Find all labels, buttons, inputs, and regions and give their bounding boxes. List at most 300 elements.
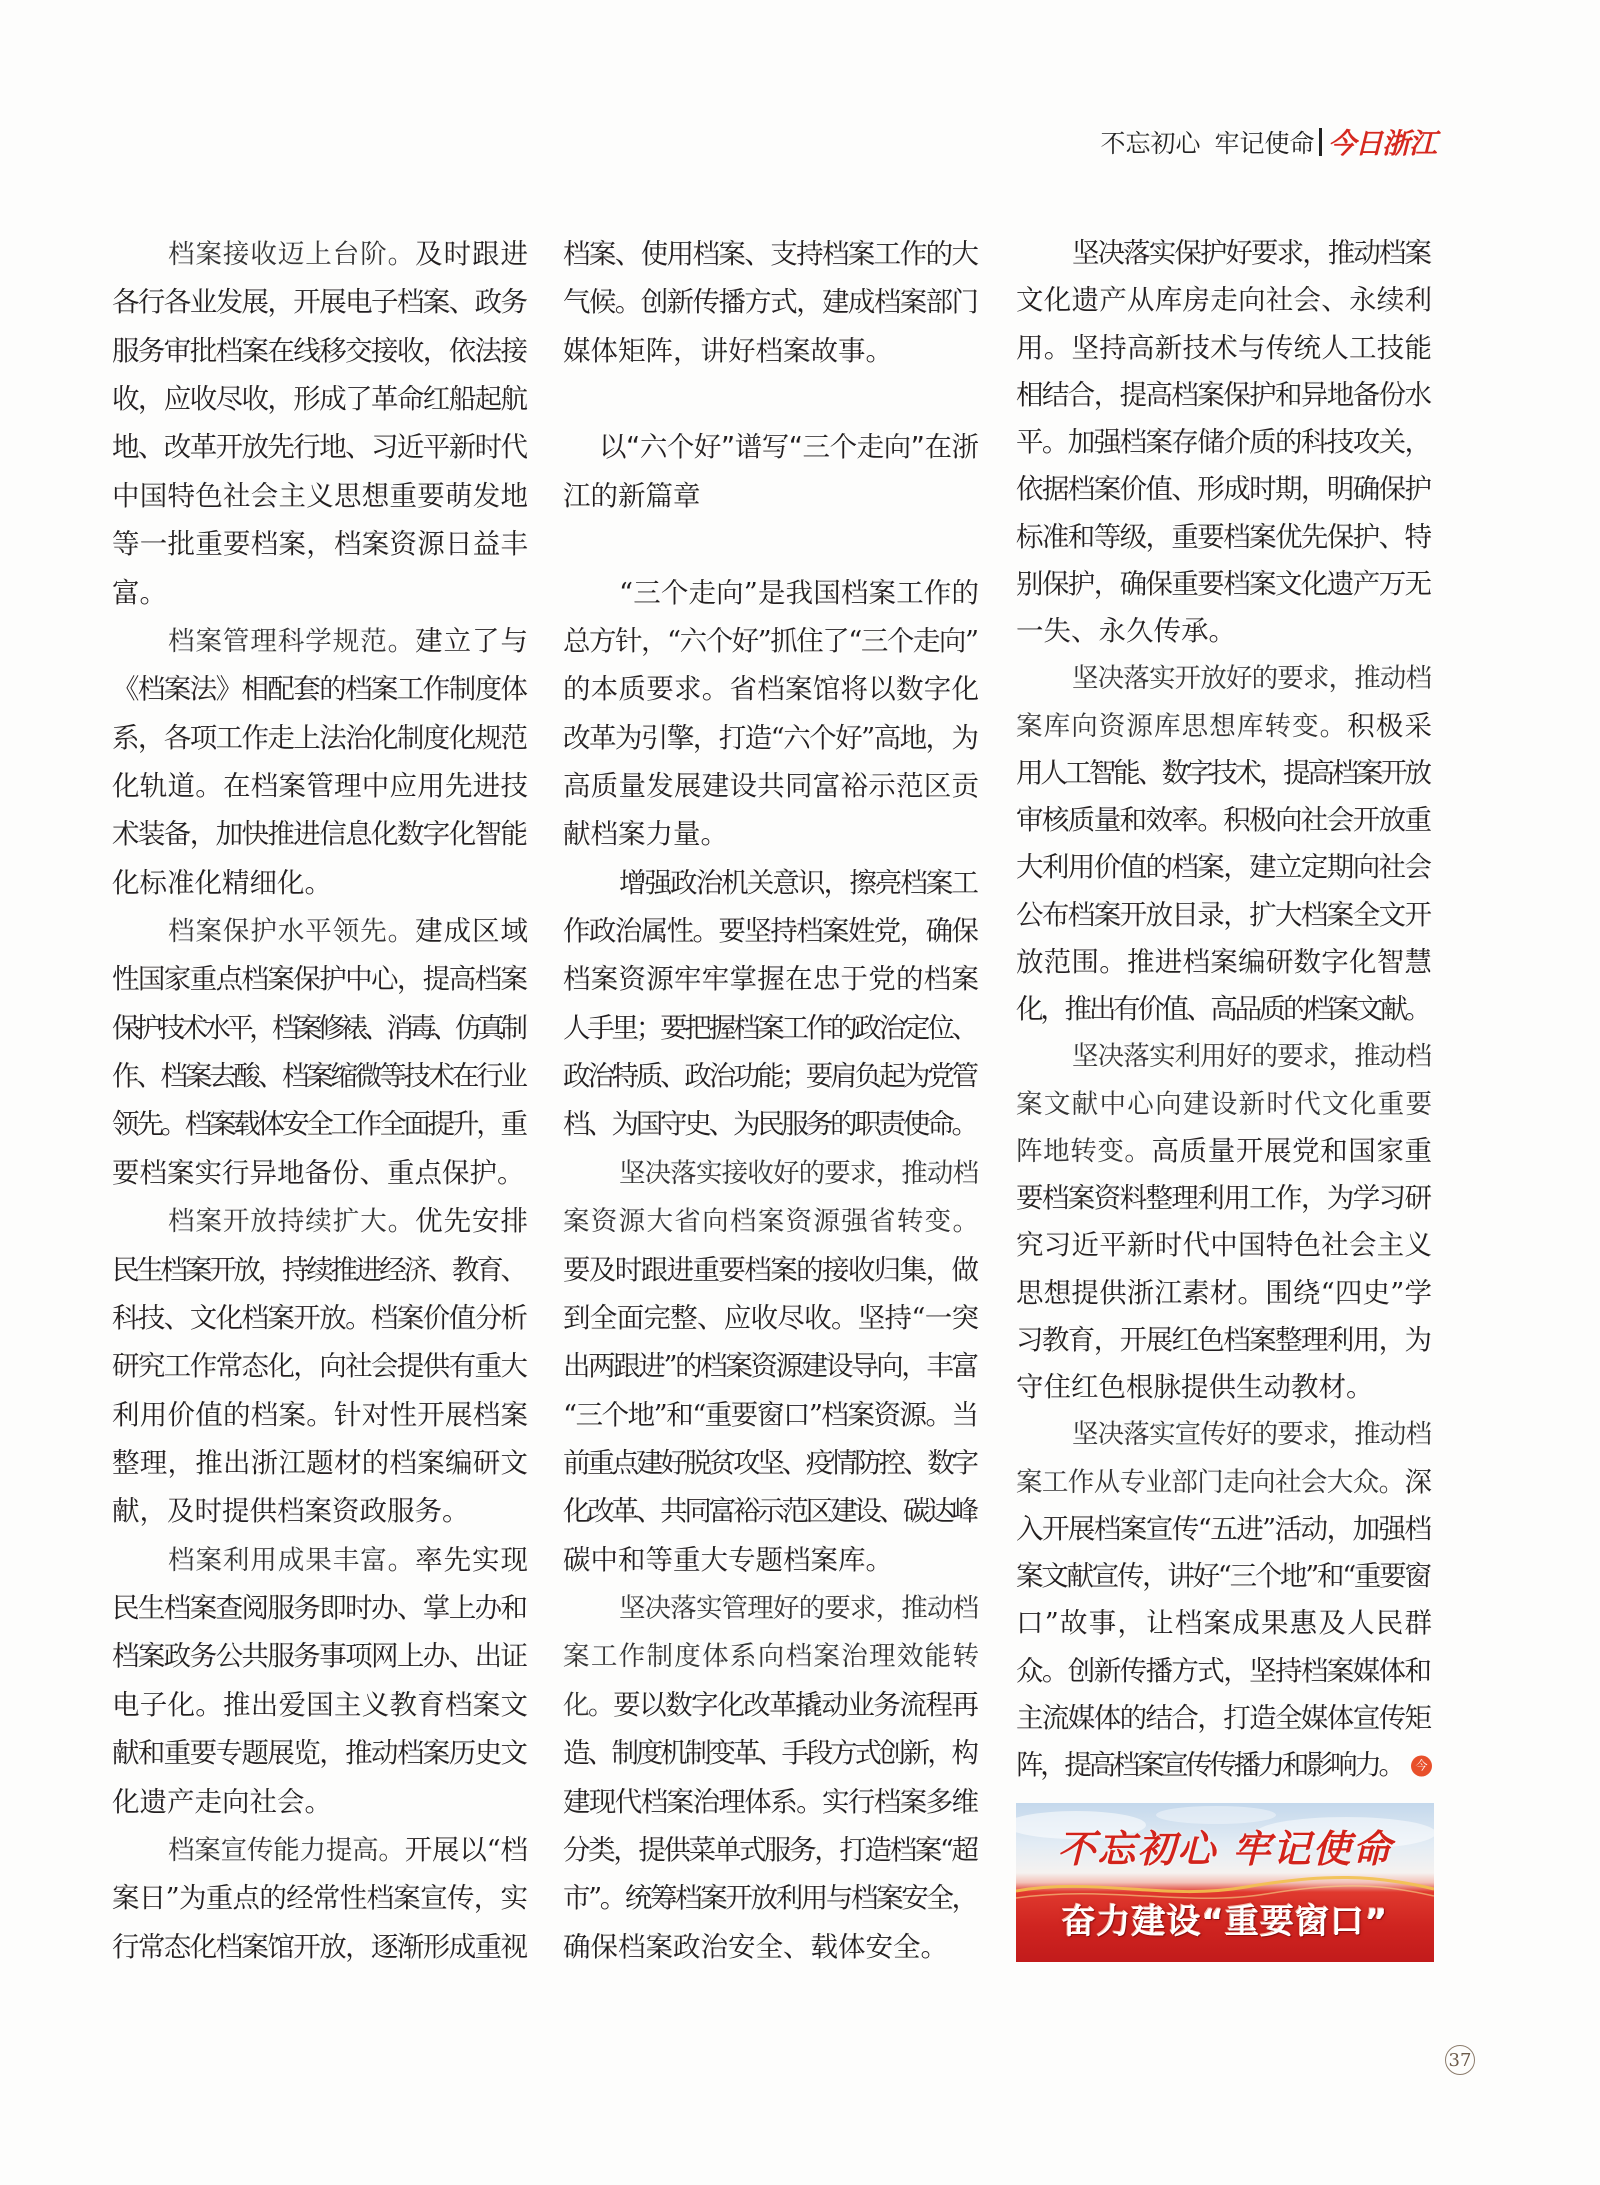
lead-phrase: 阵地转变。 [1016,1135,1152,1167]
text-line [1016,1459,1432,1506]
line-text [563,1246,977,1294]
line-text [1016,1175,1430,1222]
line-text [563,1923,948,1971]
body-text: 建成区域 [415,915,529,948]
body-text: 档案资源牢牢掌握在忠于党的档案 [563,963,980,996]
line-text [112,1632,526,1680]
line-text [112,1439,528,1487]
line-text [1016,1553,1430,1600]
line-text [168,1536,529,1585]
body-text: “三个地”和“重要窗口”档案资源。当 [563,1398,978,1431]
body-text: 民生档案开放，持续推进经济、教育、 [112,1253,525,1286]
line-text [112,569,167,617]
line-text [1016,750,1429,797]
body-text: 积极采 [1347,709,1434,742]
body-text: 化改革、共同富裕示范区建设、碳达峰 [563,1495,976,1528]
body-text: 放范围。推进档案编研数字化智慧 [1016,945,1433,978]
paragraph [563,230,979,375]
lead-phrase: 档案保护水平领先。 [168,916,416,948]
text-line [563,1729,979,1777]
body-text: 化标准化精细化。 [112,866,332,899]
text-line [1016,419,1432,466]
text-line [1016,277,1432,324]
text-line [1016,939,1432,986]
paragraph [112,617,528,907]
line-text [112,1391,528,1439]
text-line [1016,1175,1432,1222]
text-line [1016,1600,1432,1647]
line-text [112,472,528,520]
text-line [563,955,979,1003]
text-line [112,762,528,810]
body-text: 政治特质、政治功能；要肩负起为党管 [563,1060,976,1093]
text-line [1016,372,1432,419]
line-text [112,327,526,375]
paragraph [112,1197,528,1536]
text-line [112,1681,528,1729]
lead-phrase: 案工作从专业部门走向社会大众。 [1016,1466,1405,1498]
body-text: 造、制度机制变革、手段方式创新，构 [563,1737,976,1770]
line-text [112,1874,527,1922]
body-text: 中国特色社会主义思想重要萌发地 [112,479,529,512]
body-text: 要档案资料整理利用工作，为学习研 [1016,1182,1431,1214]
body-text: 作政治属性。要坚持档案姓党，确保 [563,915,978,948]
body-text: 增强政治机关意识，擦亮档案工 [619,866,978,899]
body-text: 以“六个好”谱写“三个走向”在浙 [599,431,979,464]
lead-phrase: 坚决落实利用好的要求，推动档 [1072,1041,1432,1073]
text-line [112,520,528,568]
text-line [1016,750,1432,797]
text-line [563,1681,979,1729]
line-text [619,859,977,907]
line-text [112,714,526,762]
line-text [112,762,528,810]
body-text: 案文献宣传，讲好“三个地”和“重要窗 [1016,1560,1430,1592]
paragraph [563,569,979,859]
body-text: 整理，推出浙江题材的档案编研文 [112,1446,529,1479]
line-text [112,1149,525,1197]
banner-campaign-title: 奋力建设“重要窗口” [1061,1902,1389,1942]
lead-phrase: 化。 [563,1689,614,1721]
line-text [112,1246,525,1294]
line-text [563,1004,976,1052]
text-line [1016,561,1432,608]
line-text [563,1632,980,1681]
text-column-middle [563,230,979,1971]
paragraph [563,859,979,1149]
line-text [619,1584,978,1633]
body-text: 市”。统筹档案开放利用与档案安全， [563,1882,977,1915]
text-line [1016,1742,1432,1789]
paragraph [112,1536,528,1826]
line-text [1016,703,1433,750]
text-line [112,1874,528,1922]
body-text: 审核质量和效率。积极向社会开放重 [1016,804,1431,836]
line-text [1016,844,1430,891]
text-line [563,762,979,810]
text-line [1016,1128,1432,1175]
body-text: 研究工作常态化，向社会提供有重大 [112,1350,527,1383]
page-number-text: 37 [1448,2049,1472,2071]
lead-phrase: 档案接收迈上台阶。 [168,239,416,270]
line-text [563,1294,978,1342]
body-text: 习教育，开展红色档案整理利用，为 [1016,1323,1431,1356]
text-column-right [1016,230,1432,1789]
line-text [168,1197,529,1246]
body-text: 要以数字化改革撬动业务流程再 [613,1688,978,1721]
text-line [1016,230,1432,277]
campaign-banner-image [1016,1803,1434,1962]
text-line [563,1487,979,1535]
text-line [563,1826,979,1874]
line-text [563,1729,976,1777]
lead-phrase: 档案宣传能力提高。 [168,1834,405,1866]
line-text [168,1826,528,1875]
body-text: 民生档案查阅服务即时办、掌上办和 [112,1592,527,1625]
text-line [563,1584,979,1632]
body-text: 化轨道。在档案管理中应用先进技 [112,769,529,802]
text-line [112,375,528,423]
lead-phrase: 档案管理科学规范。 [168,625,416,657]
text-line [112,1923,528,1971]
line-text [563,762,979,810]
line-text [112,1294,526,1342]
page-number [1445,2045,1475,2075]
paragraph [112,1826,528,1971]
line-text [1016,277,1432,324]
text-line [112,1052,528,1100]
text-line [563,1342,979,1390]
line-text [563,1342,977,1390]
text-line [112,955,528,1003]
line-text [1016,1128,1433,1175]
text-line [112,714,528,762]
text-line [112,569,528,617]
magazine-logo: 今日浙江 [1327,127,1436,160]
text-line [563,569,979,617]
body-text: 气候。创新传播方式，建成档案部门 [563,286,978,319]
body-text: 守住红色根脉提供生动教材。 [1016,1371,1374,1403]
text-line [112,1536,528,1584]
body-text: 术装备，加快推进信息化数字化智能 [112,818,527,851]
paragraph [563,1584,979,1971]
body-text: 确保档案政治安全、载体安全。 [563,1930,948,1963]
text-line [1016,1411,1432,1458]
header-divider [1319,128,1322,156]
body-text: 性国家重点档案保护中心，提高档案 [112,963,527,996]
body-text: 服务审批档案在线移交接收，依法接 [112,334,527,367]
line-text [1016,892,1430,939]
line-text [112,1729,526,1777]
body-text: 系，各项工作走上法治化制度化规范 [112,721,527,754]
lead-phrase: 坚决落实开放好的要求，推动档 [1072,663,1432,695]
text-line [563,617,979,665]
running-header [1101,124,1436,160]
line-text [1016,466,1430,513]
text-line [112,1342,528,1390]
line-text [563,665,979,713]
paragraph [563,1149,979,1584]
text-line [563,714,979,762]
body-text: 口”故事，让档案成果惠及人民群 [1016,1607,1434,1640]
text-line [563,1052,979,1100]
body-text: 率先实现 [415,1543,529,1576]
lead-phrase: 案工作制度体系向档案治理效能转 [563,1641,981,1673]
line-text [112,520,528,568]
line-text [112,665,526,713]
text-line [112,278,528,326]
line-text [1016,1600,1433,1647]
lead-phrase: 坚决落实管理好的要求，推动档 [619,1593,979,1625]
line-text [112,1052,525,1100]
line-text [168,617,529,666]
text-line [563,1294,979,1342]
body-text: 高质量发展建设共同富裕示范区贡 [563,769,980,802]
text-line [1016,1317,1432,1364]
body-text: 保护技术水平，档案修裱、消毒、仿真制 [112,1011,524,1044]
text-line [112,1729,528,1777]
line-text [1016,797,1430,844]
body-text: 高质量开展党和国家重 [1151,1134,1433,1167]
line-text [1016,514,1430,561]
text-line [112,327,528,375]
line-text [563,810,728,858]
lead-phrase: 案文献中心向建设新时代文化重要 [1016,1088,1434,1120]
text-line [1016,1270,1432,1317]
line-text [1016,1222,1432,1269]
section-heading [563,423,979,520]
line-text [563,907,977,955]
body-text: 档案政务公共服务事项网上办、出证 [112,1640,527,1673]
line-text [563,1052,976,1100]
line-text [112,1004,523,1052]
line-text [1072,1033,1431,1080]
body-text: 江的新篇章 [563,479,701,512]
text-line [563,1391,979,1439]
body-text: 等一批重要档案，档案资源日益丰 [112,528,529,561]
line-text [1016,372,1430,419]
text-line [563,810,979,858]
text-line [112,230,528,278]
body-text: 用人工智能、数字技术，提高档案开放 [1016,756,1429,789]
line-text [168,230,529,279]
body-text: 别保护，确保重要档案文化遗产万无 [1016,567,1431,600]
text-line [563,278,979,326]
body-text: 公布档案开放目录，扩大档案全文开 [1016,898,1431,931]
text-line [563,230,979,278]
body-text: 化遗产走向社会。 [112,1785,332,1818]
body-text: 分类，提供菜单式服务，打造档案“超 [563,1833,977,1866]
text-line [563,1632,979,1680]
text-line [563,1149,979,1197]
body-text: 用。坚持高新技术与传统人工技能 [1016,331,1433,364]
body-text: 档案、使用档案、支持档案工作的大 [563,238,978,270]
line-text [563,1391,978,1439]
paragraph [112,907,528,1197]
lead-phrase: 坚决落实接收好的要求，推动档 [619,1157,979,1189]
line-text [563,327,893,375]
text-line [563,1197,979,1245]
line-text [112,859,332,907]
line-text [112,1584,526,1632]
line-text [599,423,979,471]
text-line [563,1100,979,1148]
body-text: 优先安排 [415,1205,529,1238]
text-line [1016,892,1432,939]
line-text [112,423,526,471]
body-text: 出两跟进”的档案资源建设导向，丰富 [563,1350,977,1383]
line-text [168,907,529,956]
line-text [563,278,977,326]
line-text [112,1923,526,1971]
body-text: 献和重要专题展览，推动档案历史文 [112,1737,527,1770]
line-text [112,278,526,326]
text-line [563,665,979,713]
text-line [1016,1553,1432,1600]
line-text [563,1681,978,1730]
body-text: 主流媒体的结合，打造全媒体宣传矩 [1016,1701,1431,1734]
body-text: 富。 [112,576,167,609]
text-line [1016,1222,1432,1269]
line-text [112,375,526,423]
line-text [1016,1364,1374,1411]
body-text: 一失、永久传承。 [1016,615,1236,647]
text-line [112,1246,528,1294]
lead-phrase: 案资源大省向档案资源强省转变。 [563,1206,981,1238]
line-text [1016,1506,1430,1553]
body-text: 坚决落实保护好要求，推动档案 [1072,237,1431,269]
body-text: 行常态化档案馆开放，逐渐形成重视 [112,1930,527,1963]
body-text: 众。创新传播方式，坚持档案媒体和 [1016,1654,1431,1687]
text-line [1016,325,1432,372]
body-text: 人手里；要把握档案工作的政治定位、 [563,1011,976,1044]
body-text: 相结合，提高档案保护和异地备份水 [1016,378,1431,411]
body-text: 大利用价值的档案，建立定期向社会 [1016,851,1431,884]
body-text: 文化遗产从库房走向社会、永续利 [1016,284,1433,317]
text-line [112,1004,528,1052]
line-text [112,1778,332,1826]
body-text: 电子化。推出爱国主义教育档案文 [112,1688,529,1721]
line-text [112,1681,528,1729]
line-text [1016,1742,1403,1789]
line-text [1072,655,1431,702]
text-line [112,1294,528,1342]
text-line [112,1197,528,1245]
line-text [563,1439,976,1487]
text-line [112,1632,528,1680]
body-text: 献，及时提供档案资政服务。 [112,1495,470,1528]
text-line [112,1100,528,1148]
line-text [563,1536,893,1584]
text-line [112,1487,528,1535]
body-text: 究习近平新时代中国特色社会主义 [1016,1229,1433,1262]
line-text [1072,230,1430,277]
line-text [563,230,977,278]
body-text: 献档案力量。 [563,818,728,851]
line-text [563,1778,977,1826]
text-line [1016,1033,1432,1080]
body-text: 科技、文化档案开放。档案价值分析 [112,1301,527,1334]
banner-calligraphy-slogan: 不忘初心 牢记使命 [1057,1826,1393,1871]
line-text [1016,1695,1430,1742]
text-line [112,1584,528,1632]
text-line [563,1439,979,1487]
lead-phrase: 档案开放持续扩大。 [168,1206,416,1238]
lead-phrase: 坚决落实宣传好的要求，推动档 [1072,1419,1432,1451]
body-text: 依据档案价值、形成时期，明确保护 [1016,473,1431,506]
text-line [112,907,528,955]
line-text [112,810,526,858]
line-text [1016,1459,1431,1506]
line-text [1016,419,1430,466]
text-line [1016,797,1432,844]
lead-phrase: 案库向资源库思想库转变。 [1016,710,1348,742]
text-line [1016,844,1432,891]
text-line [112,617,528,665]
body-text: 各行各业发展，开展电子档案、政务 [112,286,527,319]
body-text: 媒体矩阵，讲好档案故事。 [563,334,893,367]
body-text: 档、为国守史、为民服务的职责使命。 [563,1108,976,1141]
body-text: “三个走向”是我国档案工作的 [619,576,980,609]
text-line [112,1391,528,1439]
text-line [112,1149,528,1197]
line-text [112,955,526,1003]
text-line [1016,514,1432,561]
text-line [1016,608,1432,655]
text-line [112,810,528,858]
body-text: 要档案实行异地备份、重点保护。 [112,1156,525,1189]
line-text [563,1197,980,1246]
paragraph [112,230,528,617]
end-mark-icon: 今 [1411,1755,1432,1776]
text-line [1016,1364,1432,1411]
body-text: 前重点建好脱贫攻坚、疫情防控、数字 [563,1446,976,1479]
line-text [1016,561,1430,608]
text-line [563,1923,979,1971]
text-line [112,472,528,520]
line-text [619,569,979,617]
text-line [563,907,979,955]
line-text [1016,608,1236,655]
body-text: 化，推出有价值、高品质的档案文献。 [1016,993,1429,1025]
line-text [563,1487,976,1535]
line-text [112,1487,470,1535]
text-column-left [112,230,528,1971]
line-text [1016,1081,1433,1128]
body-text: 标准和等级，重要档案优先保护、特 [1016,520,1431,553]
body-text: 入开展档案宣传“五进”活动，加强档 [1016,1512,1431,1545]
body-text: 《档案法》相配套的档案工作制度体 [112,673,527,706]
text-line [112,1826,528,1874]
body-text: 开展以“档 [404,1833,528,1866]
line-text [563,617,978,665]
line-text [1016,1317,1430,1364]
body-text: 总方针，“六个好”抓住了“三个走向” [563,624,978,657]
body-text: 深 [1404,1465,1432,1498]
text-line [563,327,979,375]
text-line [112,1439,528,1487]
text-line [563,1778,979,1826]
line-text [1016,986,1429,1033]
paragraph [1016,1033,1432,1411]
running-head-slogan: 不忘初心 牢记使命 [1100,129,1315,158]
body-text: 案日”为重点的经常性档案宣传，实 [112,1882,528,1915]
text-line [563,1536,979,1584]
line-text [563,1874,977,1922]
body-text: 要及时跟进重要档案的接收归集，做 [563,1253,978,1286]
body-text: 到全面完整、应收尽收。坚持“一突 [563,1301,979,1334]
line-text [1072,1411,1431,1458]
